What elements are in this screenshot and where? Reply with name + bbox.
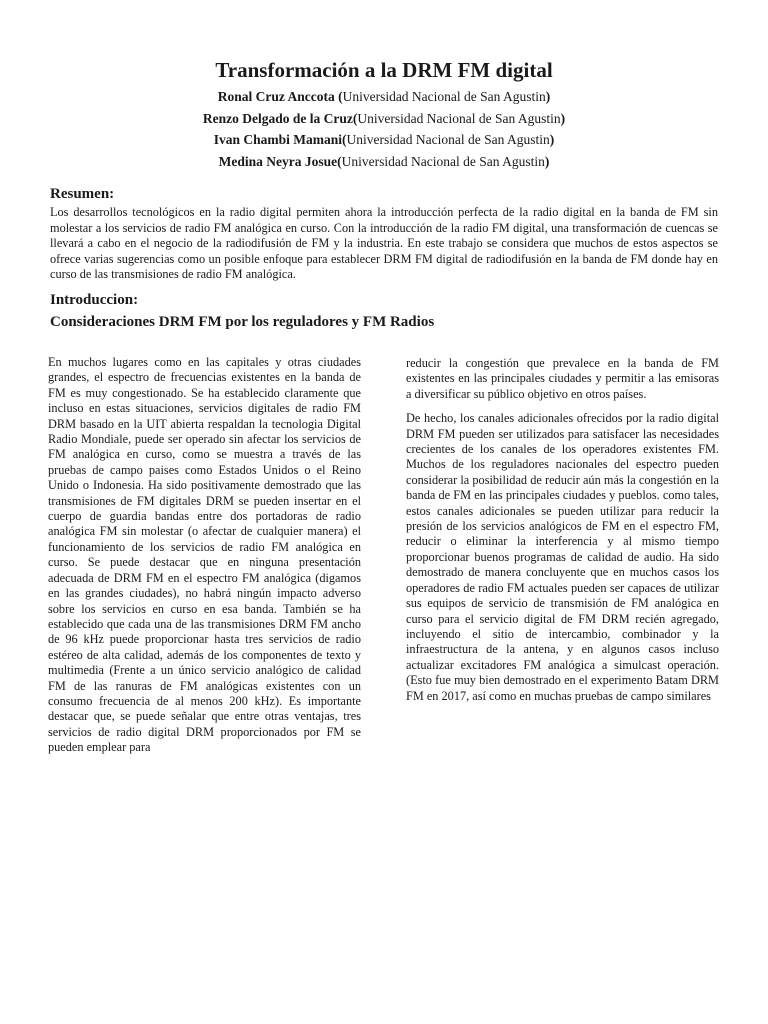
author-affiliation: Universidad Nacional de San Agustin	[346, 132, 550, 147]
author-name: Renzo Delgado de la Cruz	[202, 110, 353, 126]
author-line: Ivan Chambi Mamani(Universidad Nacional de San Agustin)	[213, 132, 555, 147]
author-affiliation: Universidad Nacional de San Agustin	[342, 89, 546, 104]
abstract-text: Los desarrollos tecnológicos en la radio digital permiten ahora la introducción perfecta de la radio digital en la banda de FM sin molestar a los servicios de radio FM analógica en curso. Con la introducción de la radio FM digital, una transformación de cuencas se llevará a cabo en el negocio de la radiodifusión de FM y la industria. En este trabajo se considera que muchos de estos aspectos se ofrece varias sugerencias como un posible enfoque para establecer DRM FM digital de radiodifusión en la banda de FM donde hay en curso de las transmisiones de radio FM analógica.	[50, 205, 718, 282]
author-name: Ronal Cruz Anccota	[217, 89, 335, 104]
author-line: Medina Neyra Josue(Universidad Nacional de San Agustin)	[218, 153, 550, 169]
author-name: Medina Neyra Josue	[218, 153, 338, 169]
abstract-heading: Resumen:	[50, 186, 115, 202]
body-paragraph: De hecho, los canales adicionales ofrecidos por la radio digital DRM FM pueden ser utilizados para satisfacer las necesidades crecientes de los canales de los operadores existentes FM. Muchos de los reguladores nacionales del espectro pueden considerar la posibilidad de reducir aún más la congestión en la banda de FM en las principales ciudades y pueblos. como tales, estos canales adicionales se pueden utilizar para reducir la presión de los servicios analógicos de FM en el espectro FM, reducir o eliminar la interferencia y al mismo tiempo proporcionar buenos programas de calidad de audio. Ha sido demostrado de manera concluyente que en muchos casos los operadores de radio FM actuales pueden ser capaces de utilizar sus equipos de servicio de transmisión de FM analógica en curso para el servicio digital de FM DRM recién agregado, incluyendo el sitio de intercambio, combinador y la infraestructura de la antena, y en algunos casos incluso actualizar excitadores FM analógica a simulcast operación. (Esto fue muy bien demostrado en el experimento Batam DRM FM en 2017, así como en muchas pruebas de campo similares	[406, 411, 719, 703]
author-line: Renzo Delgado de la Cruz(Universidad Nacional de San Agustin)	[202, 110, 566, 126]
body-paragraph: En muchos lugares como en las capitales y otras ciudades grandes, el espectro de frecuencias existentes en la banda de FM es muy congestionado. Se ha establecido claramente que incluso en estas situaciones, servicios digitales de radio FM DRM basado en la UIT abierta respaldan la tecnologia Digital Radio Mondiale, puede ser operado sin afectar los servicios de FM analógica en curso, como se muestra a través de las pruebas de campo paises como Estados Unidos o el Reino Unido o Indonesia. Ha sido positivamente demostrado que las transmisiones de FM digitales DRM se pueden insertar en el cuerpo de guardia bandas entre dos portadoras de radio analógica FM sin molestar (o afectar de cualquier manera) el funcionamiento de los servicios de radio FM analógica en curso. Se puede destacar que en ninguna presentación adecuada de DRM FM en el espectro FM analógica (digamos en las grandes ciudades), no habrá ningún impacto adverso sobre los servicios en curso en esa banda. También se ha establecido que cada una de las transmisiones DRM FM ancho de 96 kHz puede proporcionar hasta tres servicios de radio estéreo de alta calidad, además de los componentes de texto y multimedia (Frente a un único servicio analógico de calidad FM de las ranuras de FM analógicas existentes con un consumo frecuencia de al menos 200 kHz). Es importante destacar que, se puede señalar que entre otras ventajas, tres servicios de radio digital DRM proporcionados por FM se pueden emplear para	[48, 355, 361, 755]
introduction-heading: Introduccion:	[50, 292, 139, 308]
author-list	[0, 86, 768, 172]
author-affiliation: Universidad Nacional de San Agustin	[341, 153, 545, 169]
author-name: Ivan Chambi Mamani	[213, 132, 343, 147]
right-column	[406, 356, 719, 713]
section-subheading: Consideraciones DRM FM por los reguladores y FM Radios	[50, 314, 435, 330]
author-line: Ronal Cruz Anccota (Universidad Nacional de San Agustin)	[217, 89, 551, 104]
left-column	[48, 355, 361, 765]
body-paragraph: reducir la congestión que prevalece en la banda de FM existentes en las principales ciudades y permitir a las emisoras a diversificar su público objetivo en otros países.	[406, 356, 719, 401]
author-affiliation: Universidad Nacional de San Agustin	[357, 110, 561, 126]
paper-title: Transformación a la DRM FM digital	[215, 58, 553, 82]
